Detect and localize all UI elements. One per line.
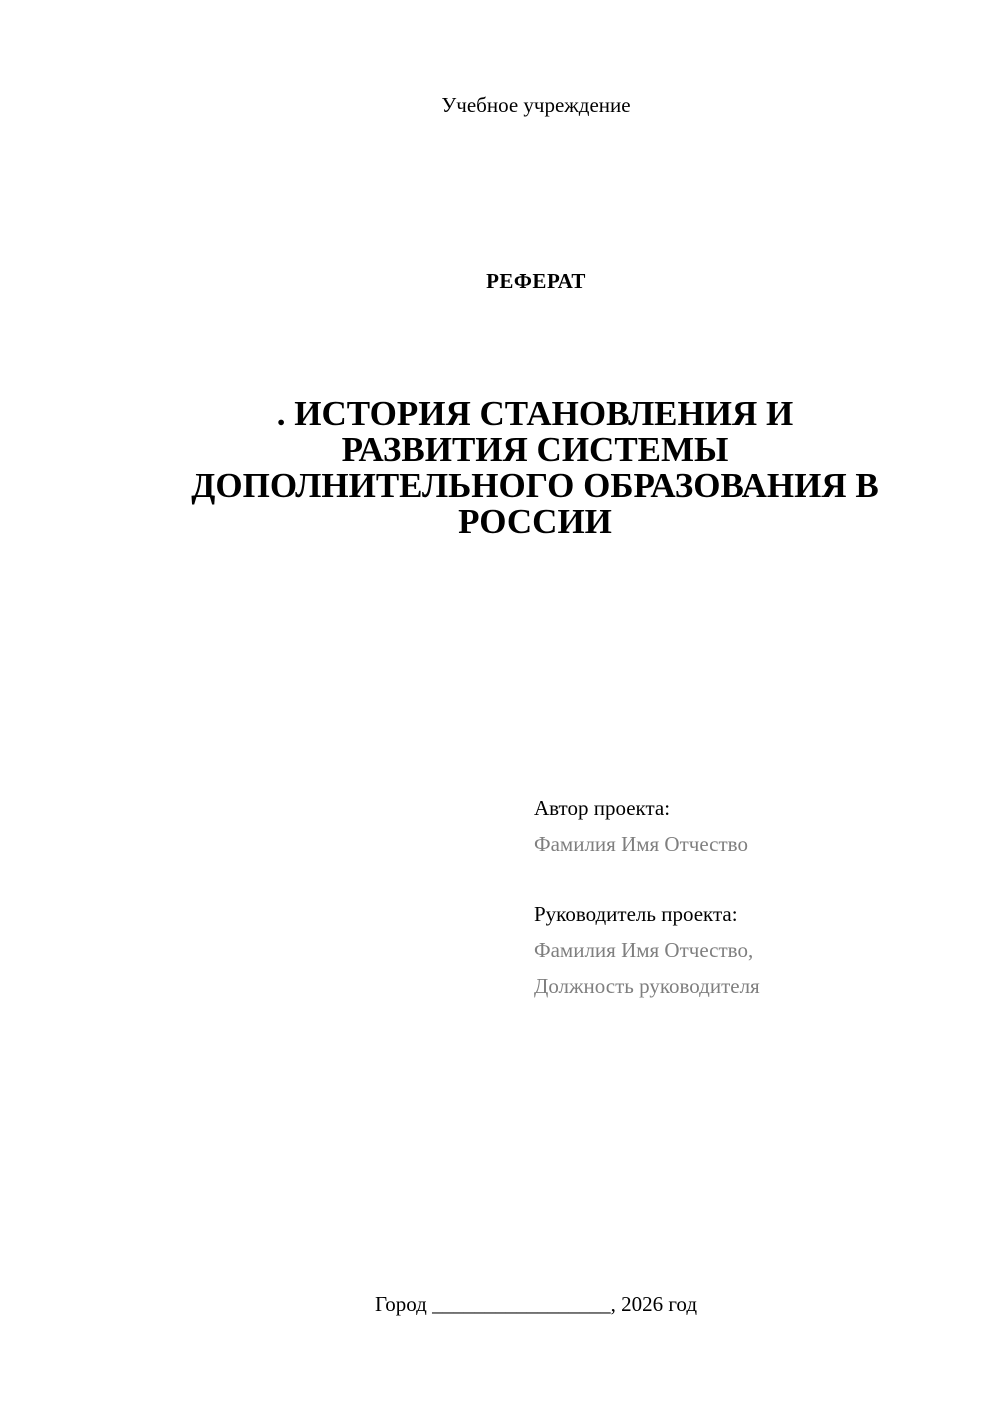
credits-block — [534, 790, 974, 1004]
title-line: . ИСТОРИЯ СТАНОВЛЕНИЯ И — [276, 394, 794, 433]
author-name-placeholder: Фамилия Имя Отчество — [534, 832, 748, 856]
title-line: РАЗВИТИЯ СИСТЕМЫ — [341, 430, 729, 469]
title-line: РОССИИ — [458, 502, 612, 541]
supervisor-name-placeholder: Фамилия Имя Отчество, — [534, 938, 754, 962]
institution-name: Учебное учреждение — [441, 93, 631, 117]
supervisor-label: Руководитель проекта: — [534, 902, 738, 926]
title-line: ДОПОЛНИТЕЛЬНОГО ОБРАЗОВАНИЯ В — [191, 466, 879, 505]
city-year-line: Город _________________, 2026 год — [374, 1292, 698, 1316]
author-label: Автор проекта: — [534, 796, 671, 820]
document-title — [120, 396, 950, 540]
spacer — [534, 862, 974, 896]
document-type-heading: РЕФЕРАТ — [486, 269, 586, 293]
supervisor-position-placeholder: Должность руководителя — [534, 974, 760, 998]
